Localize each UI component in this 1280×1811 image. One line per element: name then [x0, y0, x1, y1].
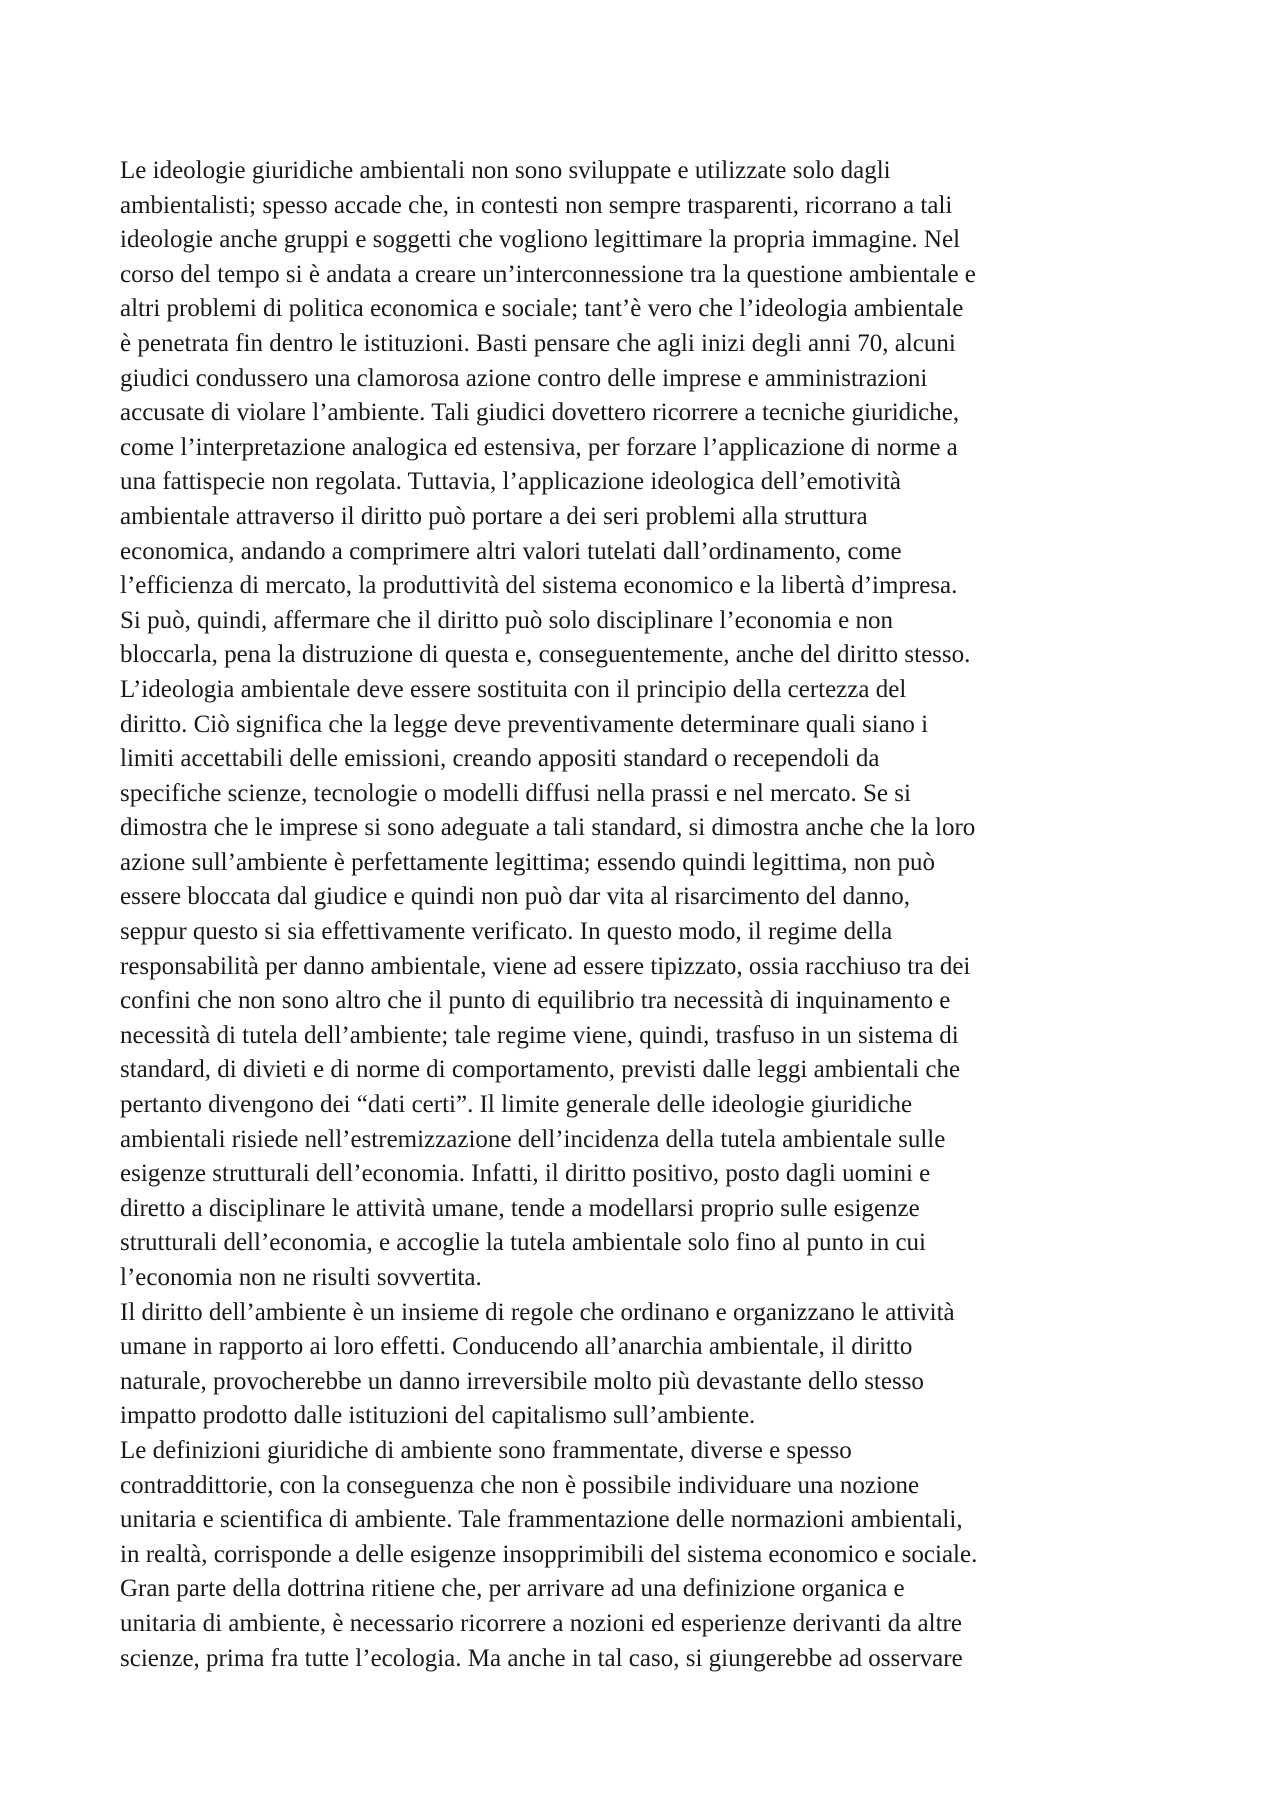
text-line: Gran parte della dottrina ritiene che, per arrivare ad una definizione organica e: [120, 1575, 905, 1603]
text-line: strutturali dell’economia, e accoglie la tutela ambientale solo fino al punto in cui: [120, 1229, 926, 1257]
text-line: bloccarla, pena la distruzione di questa e, conseguentemente, anche del diritto stesso.: [120, 641, 971, 669]
text-line: diretto a disciplinare le attività umane, tende a modellarsi proprio sulle esigenze: [120, 1194, 920, 1222]
text-line: ambientali risiede nell’estremizzazione dell’incidenza della tutela ambientale sulle: [120, 1125, 946, 1153]
text-line: corso del tempo si è andata a creare un’interconnessione tra la questione ambientale e: [120, 260, 976, 288]
text-line: confini che non sono altro che il punto di equilibrio tra necessità di inquinamento e: [120, 987, 951, 1015]
text-line: una fattispecie non regolata. Tuttavia, l’applicazione ideologica dell’emotività: [120, 468, 901, 496]
text-line: altri problemi di politica economica e sociale; tant’è vero che l’ideologia ambientale: [120, 295, 964, 323]
text-line: umane in rapporto ai loro effetti. Conducendo all’anarchia ambientale, il diritto: [120, 1333, 913, 1361]
text-line: l’economia non ne risulti sovvertita.: [120, 1264, 482, 1291]
text-line: in realtà, corrisponde a delle esigenze insopprimibili del sistema economico e sociale.: [120, 1540, 978, 1568]
text-line: unitaria di ambiente, è necessario ricorrere a nozioni ed esperienze derivanti da altre: [120, 1609, 962, 1637]
text-line: accusate di violare l’ambiente. Tali giudici dovettero ricorrere a tecniche giuridiche,: [120, 399, 960, 427]
text-line: pertanto divengono dei “dati certi”. Il limite generale delle ideologie giuridiche: [120, 1091, 913, 1119]
text-line: azione sull’ambiente è perfettamente legittima; essendo quindi legittima, non può: [120, 848, 936, 876]
text-line: responsabilità per danno ambientale, viene ad essere tipizzato, ossia racchiuso tra dei: [120, 952, 971, 980]
text-line: Si può, quindi, affermare che il diritto può solo disciplinare l’economia e non: [120, 606, 893, 634]
text-line: l’efficienza di mercato, la produttività del sistema economico e la libertà d’impresa.: [120, 572, 958, 600]
text-line: naturale, provocherebbe un danno irreversibile molto più devastante dello stesso: [120, 1367, 924, 1395]
text-line: giudici condussero una clamorosa azione contro delle imprese e amministrazioni: [120, 364, 928, 392]
text-line: limiti accettabili delle emissioni, creando appositi standard o recependoli da: [120, 745, 880, 773]
text-line: ambientale attraverso il diritto può portare a dei seri problemi alla struttura: [120, 502, 868, 530]
text-line: standard, di divieti e di norme di comportamento, previsti dalle leggi ambientali che: [120, 1056, 961, 1084]
text-line: Il diritto dell’ambiente è un insieme di regole che ordinano e organizzano le attività: [120, 1298, 955, 1326]
text-line: necessità di tutela dell’ambiente; tale regime viene, quindi, trasfuso in un sistema di: [120, 1021, 959, 1049]
text-line: contraddittorie, con la conseguenza che non è possibile individuare una nozione: [120, 1471, 920, 1499]
text-line: unitaria e scientifica di ambiente. Tale frammentazione delle normazioni ambientali,: [120, 1506, 963, 1534]
body-text: [120, 154, 1180, 1676]
text-line: specifiche scienze, tecnologie o modelli diffusi nella prassi e nel mercato. Se si: [120, 779, 911, 807]
text-line: diritto. Ciò significa che la legge deve preventivamente determinare quali siano i: [120, 710, 929, 738]
text-line: essere bloccata dal giudice e quindi non può dar vita al risarcimento del danno,: [120, 883, 911, 911]
text-line: impatto prodotto dalle istituzioni del capitalismo sull’ambiente.: [120, 1402, 756, 1430]
text-line: ideologie anche gruppi e soggetti che vogliono legittimare la propria immagine. Nel: [120, 226, 961, 254]
text-line: dimostra che le imprese si sono adeguate a tali standard, si dimostra anche che la loro: [120, 814, 976, 842]
text-line: seppur questo si sia effettivamente verificato. In questo modo, il regime della: [120, 918, 893, 946]
text-line: esigenze strutturali dell’economia. Infatti, il diritto positivo, posto dagli uomini e: [120, 1160, 931, 1188]
text-line: economica, andando a comprimere altri valori tutelati dall’ordinamento, come: [120, 537, 902, 565]
text-line: come l’interpretazione analogica ed estensiva, per forzare l’applicazione di norme a: [120, 433, 958, 461]
text-line: Le ideologie giuridiche ambientali non sono sviluppate e utilizzate solo dagli: [120, 157, 891, 184]
text-line: Le definizioni giuridiche di ambiente sono frammentate, diverse e spesso: [120, 1436, 852, 1464]
text-line: è penetrata fin dentro le istituzioni. Basti pensare che agli inizi degli anni 70, alcuni: [120, 329, 956, 357]
text-line: scienze, prima fra tutte l’ecologia. Ma anche in tal caso, si giungerebbe ad osservare: [120, 1644, 963, 1672]
text-line: ambientalisti; spesso accade che, in contesti non sempre trasparenti, ricorrano a tali: [120, 191, 953, 219]
text-line: L’ideologia ambientale deve essere sostituita con il principio della certezza del: [120, 675, 907, 703]
